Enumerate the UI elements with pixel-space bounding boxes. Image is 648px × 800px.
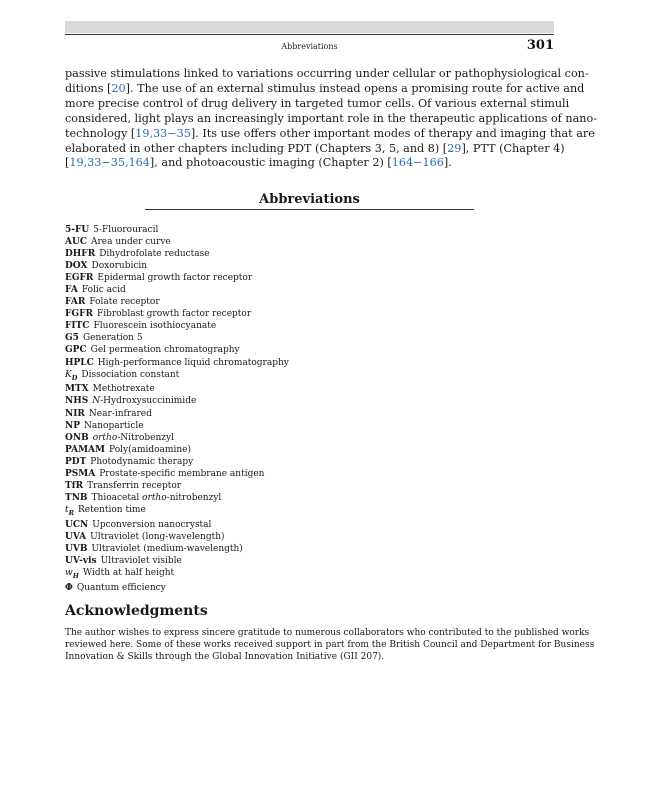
intro-line: elaborated in other chapters including PDT (Chapters 3, 5, and 8) [29], PTT (Chapter 4) bbox=[65, 141, 565, 155]
abbreviation-value: Methotrexate bbox=[92, 384, 155, 395]
abbreviation-value: 5-Fluorouracil bbox=[93, 225, 159, 235]
abbreviation-key: TfR bbox=[65, 480, 84, 491]
abbreviation-row bbox=[65, 383, 485, 395]
abbreviation-row bbox=[65, 320, 485, 332]
abbreviation-key: G5 bbox=[65, 333, 79, 344]
abbreviation-value: Folic acid bbox=[81, 285, 126, 296]
abbreviation-row bbox=[65, 531, 485, 543]
acknowledgments-heading: Acknowledgments bbox=[65, 603, 208, 619]
abbreviation-key: PDT bbox=[65, 456, 87, 467]
abbreviation-key: MTX bbox=[65, 384, 89, 395]
abbreviation-key: FAR bbox=[65, 297, 86, 308]
abbreviation-row bbox=[65, 260, 485, 272]
abbreviation-value: Ultraviolet (medium-wavelength) bbox=[91, 543, 243, 554]
citation-link[interactable]: 29 bbox=[447, 141, 462, 155]
abbreviation-row bbox=[65, 284, 485, 296]
abbreviation-row bbox=[65, 308, 485, 320]
abbreviation-row bbox=[65, 582, 485, 594]
abbreviations-list bbox=[65, 224, 485, 594]
abbreviation-value: Fluorescein isothiocyanate bbox=[93, 321, 217, 332]
abbreviation-value: Ultraviolet (long-wavelength) bbox=[90, 531, 225, 542]
abbreviation-value: Generation 5 bbox=[82, 333, 143, 344]
abbreviation-row bbox=[65, 432, 485, 444]
abbreviation-value: N-Hydroxysuccinimide bbox=[92, 396, 197, 407]
abbreviations-heading: Abbreviations bbox=[145, 192, 474, 210]
abbreviation-key: HPLC bbox=[65, 357, 94, 368]
abbreviation-value: Epidermal growth factor receptor bbox=[97, 273, 253, 284]
citation-link[interactable]: 164−166 bbox=[391, 156, 444, 170]
abbreviation-key: GPC bbox=[65, 345, 87, 356]
page-number: 301 bbox=[526, 38, 554, 53]
abbreviation-row bbox=[65, 456, 485, 468]
acknowledgments-line: reviewed here. Some of these works received support in part from the British Council and Department for Business bbox=[65, 640, 595, 651]
abbreviation-value: Poly(amidoamine) bbox=[109, 444, 191, 455]
abbreviation-value: Nanoparticle bbox=[84, 420, 144, 431]
abbreviation-value: Ultraviolet visible bbox=[100, 555, 182, 566]
header-rule bbox=[65, 34, 554, 35]
abbreviation-key: PSMA bbox=[65, 468, 96, 479]
acknowledgments-text bbox=[65, 627, 595, 664]
abbreviation-row bbox=[65, 344, 485, 356]
running-header bbox=[65, 38, 554, 54]
abbreviation-key: UVB bbox=[65, 543, 88, 554]
abbreviation-value: Photodynamic therapy bbox=[90, 456, 194, 467]
intro-paragraph bbox=[65, 67, 597, 171]
abbreviation-key: NP bbox=[65, 420, 80, 431]
abbreviation-key: AUC bbox=[65, 237, 87, 248]
intro-line: ditions [20]. The use of an external stimulus instead opens a promising route for active and bbox=[65, 81, 585, 95]
abbreviation-row bbox=[65, 519, 485, 531]
intro-line: considered, light plays an increasingly important role in the therapeutic applications of nano- bbox=[65, 111, 597, 125]
intro-line: more precise control of drug delivery in targeted tumor cells. Of various external stimuli bbox=[65, 96, 570, 110]
abbreviation-key: FA bbox=[65, 285, 78, 296]
abbreviation-row bbox=[65, 444, 485, 456]
abbreviation-row bbox=[65, 296, 485, 308]
abbreviation-key: NHS bbox=[65, 396, 89, 407]
citation-link[interactable]: 20 bbox=[111, 81, 126, 95]
abbreviation-row bbox=[65, 236, 485, 248]
abbreviation-row bbox=[65, 480, 485, 492]
top-header-bar bbox=[65, 21, 554, 33]
abbreviation-key: EGFR bbox=[65, 273, 94, 284]
intro-line: passive stimulations linked to variations occurring under cellular or pathophysiological con- bbox=[65, 67, 589, 80]
abbreviation-row bbox=[65, 224, 485, 236]
abbreviation-key: TNB bbox=[65, 492, 88, 503]
abbreviation-value: Thioacetal ortho-nitrobenzyl bbox=[91, 492, 222, 503]
abbreviation-value: Width at half height bbox=[82, 567, 175, 578]
intro-line: [19,33−35,164], and photoacoustic imaging (Chapter 2) [164−166]. bbox=[65, 156, 452, 170]
abbreviation-value: Area under curve bbox=[91, 237, 171, 248]
abbreviation-key: ONB bbox=[65, 432, 89, 443]
abbreviation-row bbox=[65, 504, 485, 519]
abbreviation-value: Doxorubicin bbox=[91, 261, 148, 272]
abbreviation-key: UVA bbox=[65, 531, 87, 542]
abbreviation-row bbox=[65, 408, 485, 420]
abbreviation-key: $K_D$ bbox=[65, 369, 78, 382]
abbreviation-row bbox=[65, 420, 485, 432]
abbreviation-value: Upconversion nanocrystal bbox=[92, 519, 212, 530]
abbreviation-key: $w_H$ bbox=[65, 567, 79, 580]
citation-link[interactable]: 19,33−35,164 bbox=[69, 156, 150, 170]
abbreviation-row bbox=[65, 468, 485, 480]
running-title: Abbreviations bbox=[281, 42, 338, 51]
abbreviation-row bbox=[65, 248, 485, 260]
abbreviation-value: Dihydrofolate reductase bbox=[99, 249, 210, 260]
abbreviation-value: Near-infrared bbox=[88, 408, 152, 419]
abbreviation-key: 5-FU bbox=[65, 225, 90, 235]
abbreviation-row bbox=[65, 272, 485, 284]
abbreviation-row bbox=[65, 369, 485, 384]
abbreviation-key: UV-vis bbox=[65, 555, 97, 566]
abbreviation-key: NIR bbox=[65, 408, 85, 419]
abbreviation-key: UCN bbox=[65, 519, 89, 530]
abbreviation-value: Dissociation constant bbox=[81, 369, 180, 380]
abbreviation-value: High-performance liquid chromatography bbox=[97, 357, 289, 368]
abbreviation-key: Φ bbox=[65, 582, 73, 593]
abbreviation-key: DHFR bbox=[65, 249, 96, 260]
acknowledgments-line: The author wishes to express sincere gratitude to numerous collaborators who contributed to the published works bbox=[65, 628, 590, 638]
abbreviation-value: Quantum efficiency bbox=[76, 582, 166, 593]
abbreviation-row bbox=[65, 543, 485, 555]
abbreviation-value: Transferrin receptor bbox=[87, 480, 182, 491]
abbreviation-row bbox=[65, 332, 485, 344]
abbreviation-value: Gel permeation chromatography bbox=[90, 345, 240, 356]
abbreviation-key: $t_R$ bbox=[65, 504, 75, 517]
abbreviation-row bbox=[65, 555, 485, 567]
abbreviation-row bbox=[65, 357, 485, 369]
abbreviation-key: FGFR bbox=[65, 309, 93, 320]
abbreviation-key: DOX bbox=[65, 261, 88, 272]
abbreviation-value: Prostate-specific membrane antigen bbox=[99, 468, 265, 479]
abbreviation-value: Fibroblast growth factor receptor bbox=[96, 309, 252, 320]
abbreviation-key: PAMAM bbox=[65, 444, 106, 455]
abbreviation-value: Folate receptor bbox=[89, 297, 160, 308]
acknowledgments-line: Innovation & Skills through the Global Innovation Initiative (GII 207). bbox=[65, 652, 385, 663]
abbreviation-row bbox=[65, 395, 485, 407]
citation-link[interactable]: 19,33−35 bbox=[135, 126, 191, 140]
abbreviation-key: FITC bbox=[65, 321, 90, 332]
intro-line: technology [19,33−35]. Its use offers other important modes of therapy and imaging that are bbox=[65, 126, 595, 140]
abbreviation-value: Retention time bbox=[78, 504, 146, 515]
abbreviation-row bbox=[65, 492, 485, 504]
abbreviation-value: ortho-Nitrobenzyl bbox=[92, 432, 174, 443]
abbreviation-row bbox=[65, 567, 485, 582]
